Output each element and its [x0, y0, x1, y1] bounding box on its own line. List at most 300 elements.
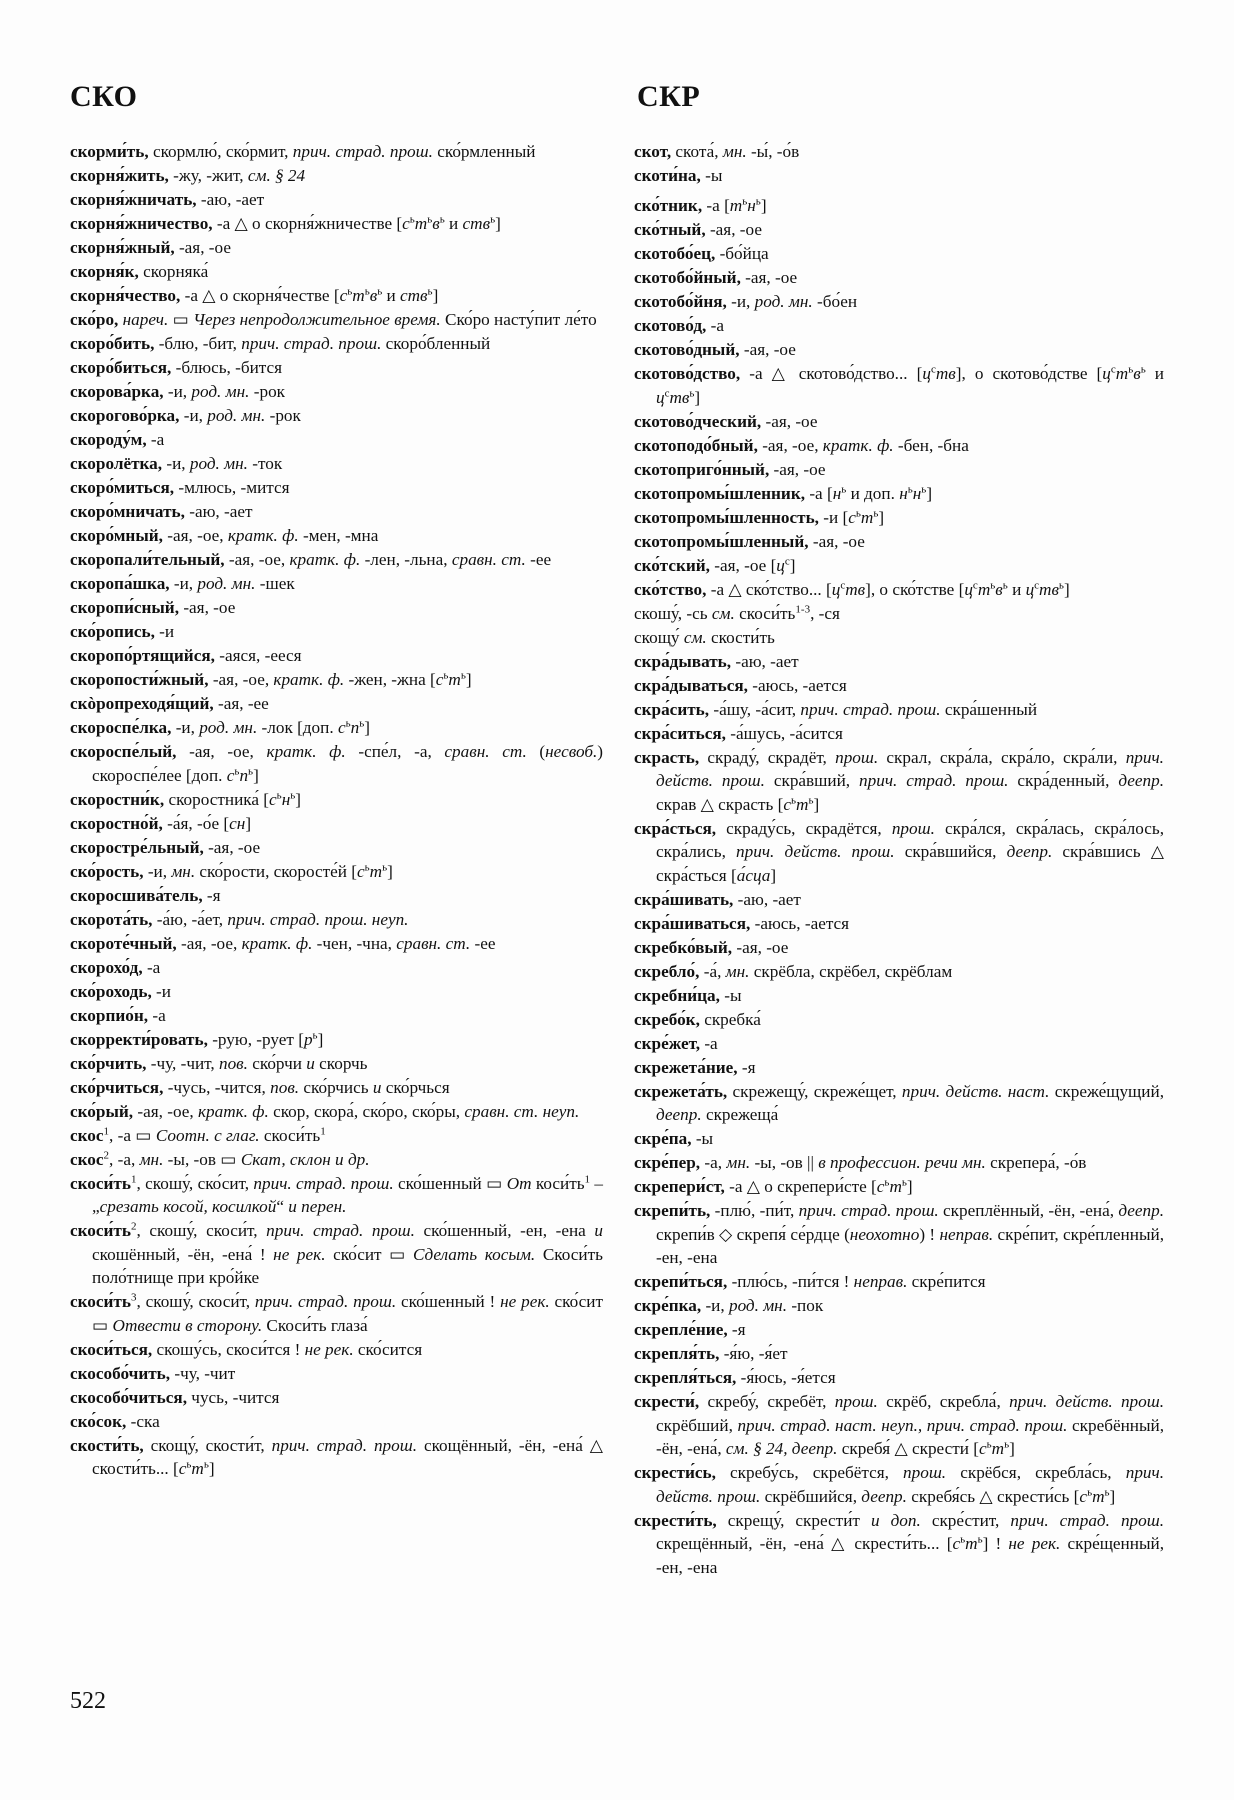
- grammar-note: прич. страд. прош.: [800, 699, 941, 719]
- dictionary-entry: [70, 596, 603, 620]
- headword: скоро́мный,: [70, 526, 163, 545]
- superscript: ь: [1004, 1438, 1010, 1451]
- headword: скоростни́к,: [70, 789, 165, 809]
- grammar-note: прич. действ. наст.: [901, 1081, 1050, 1101]
- headword: скотоприго́нный,: [634, 459, 770, 479]
- dictionary-entry: [70, 956, 603, 980]
- entry-text: -ая, -ое [: [709, 555, 777, 575]
- superscript: ь: [377, 285, 383, 298]
- entry-text: ) !: [919, 1224, 940, 1244]
- dictionary-entry: [634, 626, 1164, 650]
- headword: скоропости́жный,: [70, 670, 209, 689]
- entry-text: -ы: [700, 166, 723, 185]
- entry-text: ) скороспе́лее [доп.: [92, 742, 603, 785]
- dictionary-entry: [70, 644, 603, 668]
- headword: скра́ситься,: [634, 723, 726, 743]
- headword: скотоподо́бный,: [634, 435, 758, 455]
- dictionary-entry: [70, 332, 603, 356]
- grammar-note: сравн. ст.: [396, 933, 471, 953]
- grammar-note: нареч.: [118, 310, 169, 329]
- dictionary-entry: [70, 1148, 603, 1172]
- entry-text: ско́сит ▭: [325, 1244, 414, 1264]
- headword: скрепери́ст,: [634, 1177, 725, 1196]
- entry-text: -а: [146, 430, 165, 449]
- dictionary-entry: [70, 1386, 603, 1410]
- grammar-note: прич. страд. прош.: [859, 771, 1009, 790]
- headword: скот,: [634, 142, 672, 161]
- grammar-note: с: [337, 718, 346, 737]
- dictionary-entry: [70, 236, 603, 260]
- entry-text: -я: [202, 885, 221, 905]
- superscript: ь: [382, 860, 388, 873]
- dictionary-entry: [70, 260, 603, 284]
- superscript: ь: [364, 285, 370, 298]
- entry-text: скребя́ △ скрести́ [: [837, 1439, 979, 1458]
- dictionary-entry: [70, 404, 603, 428]
- entry-text: – „: [92, 1173, 603, 1216]
- superscript: ь: [790, 793, 797, 806]
- grammar-note: см.: [711, 603, 735, 623]
- entry-text: скоси́ть: [734, 603, 796, 623]
- dictionary-entry: [70, 308, 603, 332]
- grammar-note: кратк. ф.: [266, 742, 346, 761]
- entry-text: скощу́, скости́т,: [143, 1435, 272, 1455]
- headword: скороду́м,: [70, 430, 147, 449]
- headword: скоропи́сный,: [70, 598, 180, 617]
- dictionary-entry: [70, 620, 603, 644]
- headword: скорота́ть,: [70, 909, 153, 929]
- grammar-note: пов.: [218, 1053, 248, 1073]
- superscript: ь: [345, 717, 351, 730]
- entry-text: -а △ о скорня́честве [: [180, 286, 340, 305]
- grammar-note: прич. страд. прош.: [271, 1435, 418, 1455]
- grammar-note: в профессион. речи мн.: [818, 1153, 986, 1172]
- entry-text: скошённый, -ён, -ена́ !: [92, 1244, 274, 1264]
- entry-text: -бен, -бна: [893, 435, 969, 455]
- superscript: ь: [1058, 578, 1064, 591]
- entry-text: -ска: [126, 1411, 160, 1431]
- headword: скрепля́ться,: [634, 1368, 737, 1387]
- grammar-note: в: [995, 579, 1003, 599]
- grammar-note: с: [402, 214, 410, 233]
- entry-text: ско́шенный, -ен, -ена: [414, 1221, 595, 1240]
- superscript: ь: [755, 195, 761, 208]
- grammar-note: Соотн. с глаг.: [155, 1125, 260, 1145]
- dictionary-entry: [70, 1076, 603, 1100]
- headword: скорова́рка,: [70, 382, 164, 401]
- column-header-left: СКО: [70, 80, 138, 113]
- dictionary-entry: [634, 1032, 1164, 1056]
- grammar-note: тв: [935, 364, 956, 383]
- entry-text: -бо́йца: [715, 244, 769, 263]
- dictionary-entry: [70, 356, 603, 380]
- entry-text: -ая, -ое,: [224, 550, 290, 569]
- dictionary-entry: [70, 140, 603, 164]
- grammar-note: прош.: [903, 1463, 947, 1482]
- headword: скотобо́ец,: [634, 244, 716, 263]
- grammar-note: в: [1133, 364, 1141, 383]
- grammar-note: сравн. ст.: [451, 550, 526, 569]
- superscript: с: [664, 386, 670, 399]
- superscript: ь: [1002, 578, 1008, 591]
- grammar-note: т: [448, 670, 461, 689]
- dictionary-entry: [634, 1080, 1164, 1127]
- entry-text: скрепи́в ◇ скрепя́ се́рдце (: [656, 1224, 850, 1244]
- entry-text: -ая, -ое: [203, 837, 261, 857]
- entry-text: ▭: [168, 310, 194, 329]
- grammar-note: деепр.: [1118, 771, 1165, 790]
- superscript: с: [1034, 578, 1040, 591]
- headword: скорня́жить,: [70, 166, 169, 185]
- headword: скрести́ть,: [634, 1510, 717, 1530]
- headword: скра́сить,: [634, 699, 710, 719]
- entry-text: -аяся, -ееся: [214, 646, 302, 665]
- entry-text: “: [276, 1197, 289, 1216]
- grammar-note: н: [832, 483, 842, 503]
- grammar-note: т: [414, 214, 428, 233]
- grammar-note: род. мн.: [197, 574, 256, 593]
- entry-text: -а △ ско́тство... [: [706, 579, 832, 599]
- grammar-note: Через непродолжительное время.: [193, 310, 441, 329]
- entry-text: -аю, -ает: [196, 190, 265, 209]
- dictionary-entry: [70, 500, 603, 524]
- superscript: ь: [960, 1533, 966, 1546]
- headword: скре́пка,: [634, 1296, 702, 1315]
- superscript: ь: [364, 860, 370, 873]
- dictionary-entry: [634, 506, 1164, 530]
- dictionary-entry: [634, 530, 1164, 554]
- dictionary-entry: [70, 524, 603, 548]
- superscript: ь: [990, 578, 996, 591]
- entry-text: ]: [364, 718, 370, 737]
- headword: скоро́бить,: [70, 334, 155, 353]
- superscript: 1: [103, 1124, 110, 1137]
- grammar-note: тв: [1039, 579, 1059, 599]
- dictionary-entry: [634, 1390, 1164, 1461]
- superscript: 3: [130, 1291, 137, 1304]
- entry-text: и: [1007, 579, 1026, 599]
- entry-text: -а́ю, -а́ет,: [152, 909, 228, 929]
- grammar-note: с: [356, 861, 365, 881]
- entry-text: -млюсь, -мится: [174, 478, 290, 497]
- dictionary-entry: [634, 817, 1164, 888]
- superscript: ь: [689, 386, 695, 399]
- headword: скотобо́йня,: [634, 292, 727, 311]
- dictionary-column-right: [634, 140, 1164, 1580]
- dictionary-entry: [634, 290, 1164, 314]
- superscript: с: [784, 554, 790, 567]
- dictionary-entry: [634, 194, 1164, 218]
- grammar-note: прич. страд. прош.: [266, 1221, 415, 1240]
- entry-text: чусь, -чится: [187, 1387, 280, 1407]
- entry-text: -а: [148, 1005, 166, 1025]
- grammar-note: т: [965, 1534, 978, 1553]
- entry-text: -и,: [162, 454, 190, 473]
- entry-text: скормлю́, ско́рмит,: [148, 142, 293, 161]
- grammar-note: неправ.: [939, 1224, 994, 1244]
- headword: скоростно́й,: [70, 813, 163, 833]
- grammar-note: с: [978, 1439, 987, 1458]
- headword: скос: [70, 1149, 104, 1169]
- headword: скрежета́ние,: [634, 1057, 738, 1077]
- grammar-note: п: [350, 718, 360, 737]
- headword: скотобо́йный,: [634, 268, 741, 287]
- grammar-note: п: [239, 765, 249, 785]
- headword: скособо́читься,: [70, 1387, 187, 1407]
- dictionary-entry: [634, 338, 1164, 362]
- entry-text: -бо́ен: [812, 292, 858, 311]
- entry-text: скра́вший,: [764, 771, 860, 790]
- entry-text: -рок: [265, 406, 301, 425]
- grammar-note: см. § 24, деепр.: [725, 1439, 838, 1458]
- entry-text: -и,: [163, 382, 192, 401]
- entry-text: скра́шенный: [940, 699, 1038, 719]
- entry-text: -аю, -ает: [733, 889, 801, 909]
- entry-text: -и,: [701, 1296, 729, 1315]
- entry-text: -жен, -жна [: [344, 670, 436, 689]
- grammar-note: ц: [831, 579, 841, 599]
- grammar-note: срезать косой, косилкой: [99, 1197, 277, 1216]
- entry-text: -блю, -бит,: [154, 334, 242, 353]
- entry-text: ско́сится: [353, 1339, 423, 1359]
- superscript: ь: [907, 482, 913, 495]
- entry-text: ] !: [982, 1534, 1009, 1553]
- grammar-note: см. § 24: [247, 166, 306, 185]
- entry-text: -мен, -мна: [298, 526, 379, 545]
- entry-text: ]: [317, 1029, 324, 1049]
- grammar-note: кратк. ф.: [822, 435, 894, 455]
- grammar-note: род. мн.: [754, 292, 813, 311]
- headword: скра́дываться,: [634, 675, 748, 695]
- entry-text: скрещённый, -ён, -ена́ △ скрести́ть... [: [656, 1534, 953, 1553]
- grammar-note: род. мн.: [207, 406, 266, 425]
- headword: ско́ропись,: [70, 622, 155, 641]
- dictionary-entry: [70, 812, 603, 836]
- superscript: ь: [841, 482, 847, 495]
- entry-text: ]: [245, 813, 252, 833]
- entry-text: -аю, -ает: [184, 502, 253, 521]
- grammar-note: прич. страд. прош.: [292, 142, 433, 161]
- headword: скрепле́ние,: [634, 1320, 728, 1339]
- superscript: ь: [1104, 1485, 1110, 1498]
- dictionary-entry: [634, 650, 1164, 674]
- headword: скоси́ть: [70, 1221, 131, 1240]
- dictionary-entry: [634, 984, 1164, 1008]
- entry-text: скошу́, -сь: [634, 603, 712, 623]
- headword: скости́ть,: [70, 1435, 144, 1455]
- dictionary-entry: [634, 410, 1164, 434]
- entry-text: -плю́сь, -пи́тся !: [727, 1272, 854, 1291]
- entry-text: -ая, -ое,: [208, 670, 274, 689]
- entry-text: , -а,: [109, 1149, 140, 1169]
- dictionary-entry: [634, 1199, 1164, 1270]
- entry-text: -ая, -ое: [705, 220, 762, 239]
- dictionary-entry: [634, 242, 1164, 266]
- entry-text: -аюсь, -ается: [747, 675, 847, 695]
- entry-text: и доп.: [846, 483, 900, 503]
- entry-text: ]: [495, 214, 501, 233]
- dictionary-entry: [70, 740, 603, 787]
- headword: скотово́дство,: [634, 364, 741, 383]
- dictionary-entry: [70, 284, 603, 308]
- entry-text: ]: [926, 483, 933, 503]
- headword: скорня́жный,: [70, 238, 175, 257]
- entry-text: скрежещу́, скреже́щет,: [727, 1081, 902, 1101]
- dictionary-entry: [70, 212, 603, 236]
- entry-text: -а △ о скорня́жничестве [: [212, 214, 403, 233]
- grammar-note: т: [1092, 1486, 1105, 1506]
- entry-text: ]: [906, 1177, 913, 1196]
- dictionary-entry: [70, 884, 603, 908]
- entry-text: скра́вшийся,: [894, 842, 1007, 861]
- dictionary-entry: [634, 554, 1164, 578]
- entry-text: ско́сит ▭: [92, 1292, 603, 1335]
- superscript: ь: [460, 669, 466, 682]
- entry-text: -чен, -чна,: [312, 933, 397, 953]
- entry-text: -ая, -ее: [213, 694, 269, 713]
- headword: ско́роходь,: [70, 981, 152, 1001]
- entry-text: -ая, -ое,: [162, 526, 228, 545]
- grammar-note: не рек.: [1008, 1534, 1061, 1553]
- headword: скорня́чество,: [70, 286, 181, 305]
- entry-text: скрёбшийся,: [760, 1486, 862, 1506]
- page-number: 522: [70, 1688, 106, 1714]
- grammar-note: кратк. ф.: [241, 933, 313, 953]
- headword: скороспе́лый,: [70, 742, 177, 761]
- entry-text: скра́лся, скра́лась, скра́лось, скра́лись,: [656, 818, 1164, 861]
- entry-text: ско́рмленный: [432, 142, 536, 161]
- dictionary-entry: [634, 1056, 1164, 1080]
- entry-text: , скошу́, ско́сит,: [136, 1173, 254, 1193]
- dictionary-entry: [634, 960, 1164, 984]
- grammar-note: мн.: [722, 142, 747, 161]
- grammar-note: ств: [400, 286, 428, 305]
- headword: ско́рчиться,: [70, 1077, 164, 1097]
- grammar-note: прич. действ. прош.: [656, 1463, 1164, 1506]
- entry-text: -чусь, -чится,: [163, 1077, 271, 1097]
- headword: ско́тский,: [634, 555, 710, 575]
- headword: скорня́жничество,: [70, 214, 213, 233]
- dictionary-entry: [634, 266, 1164, 290]
- dictionary-entry: [70, 1219, 603, 1290]
- superscript: ь: [439, 213, 445, 226]
- entry-text: -ая, -ое: [174, 238, 231, 257]
- superscript: ь: [203, 1458, 209, 1471]
- grammar-note: Скат, склон и др.: [240, 1149, 370, 1169]
- superscript: ь: [986, 1438, 992, 1451]
- entry-text: скребу́сь, скребётся,: [715, 1463, 904, 1482]
- superscript: ь: [742, 195, 748, 208]
- entry-text: ско́рчи: [247, 1053, 307, 1073]
- grammar-note: не рек.: [273, 1244, 326, 1264]
- dictionary-entry: [70, 428, 603, 452]
- grammar-note: т: [1115, 364, 1129, 383]
- grammar-note: мн.: [171, 861, 196, 881]
- entry-text: -ая, -ое: [739, 340, 796, 359]
- entry-text: -лок [доп.: [257, 718, 338, 737]
- grammar-note: кратк. ф.: [197, 1101, 269, 1121]
- dictionary-entry: [634, 912, 1164, 936]
- superscript: ь: [808, 793, 814, 806]
- entry-text: -жу, -жит,: [168, 166, 248, 185]
- dictionary-entry: [634, 1461, 1164, 1508]
- entry-text: -рок: [249, 382, 286, 401]
- grammar-note: и: [306, 1053, 315, 1073]
- headword: скрепи́ться,: [634, 1272, 728, 1291]
- headword: скра́сться,: [634, 818, 717, 838]
- grammar-note: прич. страд. прош.: [253, 1173, 394, 1193]
- entry-text: скрёб, скребла́,: [877, 1392, 1010, 1411]
- entry-text: и: [1145, 364, 1164, 383]
- headword: скорогово́рка,: [70, 406, 180, 425]
- headword: ско́тник,: [634, 196, 703, 215]
- entry-text: ]: [1009, 1439, 1015, 1458]
- entry-text: -плю́, -пи́т,: [710, 1201, 799, 1220]
- entry-text: ]: [694, 387, 701, 407]
- dictionary-entry: [634, 1342, 1164, 1366]
- entry-text: -и,: [171, 718, 200, 737]
- superscript: ь: [1140, 363, 1146, 376]
- headword: скребло́,: [634, 961, 700, 981]
- entry-text: -спе́л, -а,: [345, 742, 445, 761]
- entry-text: , скошу́, скоси́т,: [136, 1221, 267, 1240]
- entry-text: -а: [700, 1033, 718, 1053]
- entry-text: скребу́, скребёт,: [699, 1392, 835, 1411]
- entry-text: скорняка́: [138, 262, 209, 281]
- grammar-note: см.: [683, 627, 707, 647]
- grammar-note: с: [876, 1177, 885, 1196]
- dictionary-entry: [634, 140, 1164, 164]
- entry-text: Скоси́ть глаза́: [262, 1315, 368, 1335]
- entry-text: скоро́бленный: [381, 334, 491, 353]
- grammar-note: с: [848, 507, 856, 527]
- headword: скрежета́ть,: [634, 1081, 728, 1101]
- dictionary-entry: [70, 932, 603, 956]
- grammar-note: тв: [669, 387, 690, 407]
- headword: скоси́ться,: [70, 1339, 153, 1359]
- grammar-note: Отвести в сторону.: [112, 1315, 263, 1335]
- entry-text: -ая, -ое,: [176, 933, 242, 953]
- dictionary-entry: [634, 1127, 1164, 1151]
- headword: скоропали́тельный,: [70, 550, 225, 569]
- superscript: с: [1110, 363, 1116, 376]
- entry-text: скре́щенный, -ен, -ена: [656, 1534, 1164, 1577]
- grammar-note: прош.: [891, 818, 935, 838]
- grammar-note: т: [191, 1459, 204, 1478]
- grammar-note: ц: [1102, 364, 1111, 383]
- headword: скотово́д,: [634, 316, 707, 335]
- entry-text: -ы: [691, 1129, 714, 1148]
- grammar-note: с: [339, 286, 348, 305]
- grammar-note: т: [796, 794, 809, 814]
- headword: скребо́к,: [634, 1009, 700, 1029]
- grammar-note: мн.: [725, 961, 750, 981]
- entry-text: скреже́щущий,: [1049, 1081, 1164, 1101]
- entry-text: -а: [142, 957, 161, 977]
- dictionary-entry: [634, 698, 1164, 722]
- grammar-note: прич. страд. прош.: [241, 334, 382, 353]
- dictionary-entry: [70, 164, 603, 188]
- entry-text: , скошу́, скоси́т,: [136, 1292, 255, 1311]
- dictionary-entry: [634, 1366, 1164, 1390]
- dictionary-entry: [70, 836, 603, 860]
- grammar-note: и: [594, 1221, 603, 1240]
- column-header-right: СКР: [637, 80, 701, 113]
- entry-text: скощённый, -ён, -ена́ △ скости́ть... [: [92, 1435, 603, 1478]
- entry-text: скрёбла, скрёбел, скрёблам: [749, 961, 953, 981]
- entry-text: скота́,: [671, 142, 723, 161]
- headword: скотово́дный,: [634, 340, 740, 359]
